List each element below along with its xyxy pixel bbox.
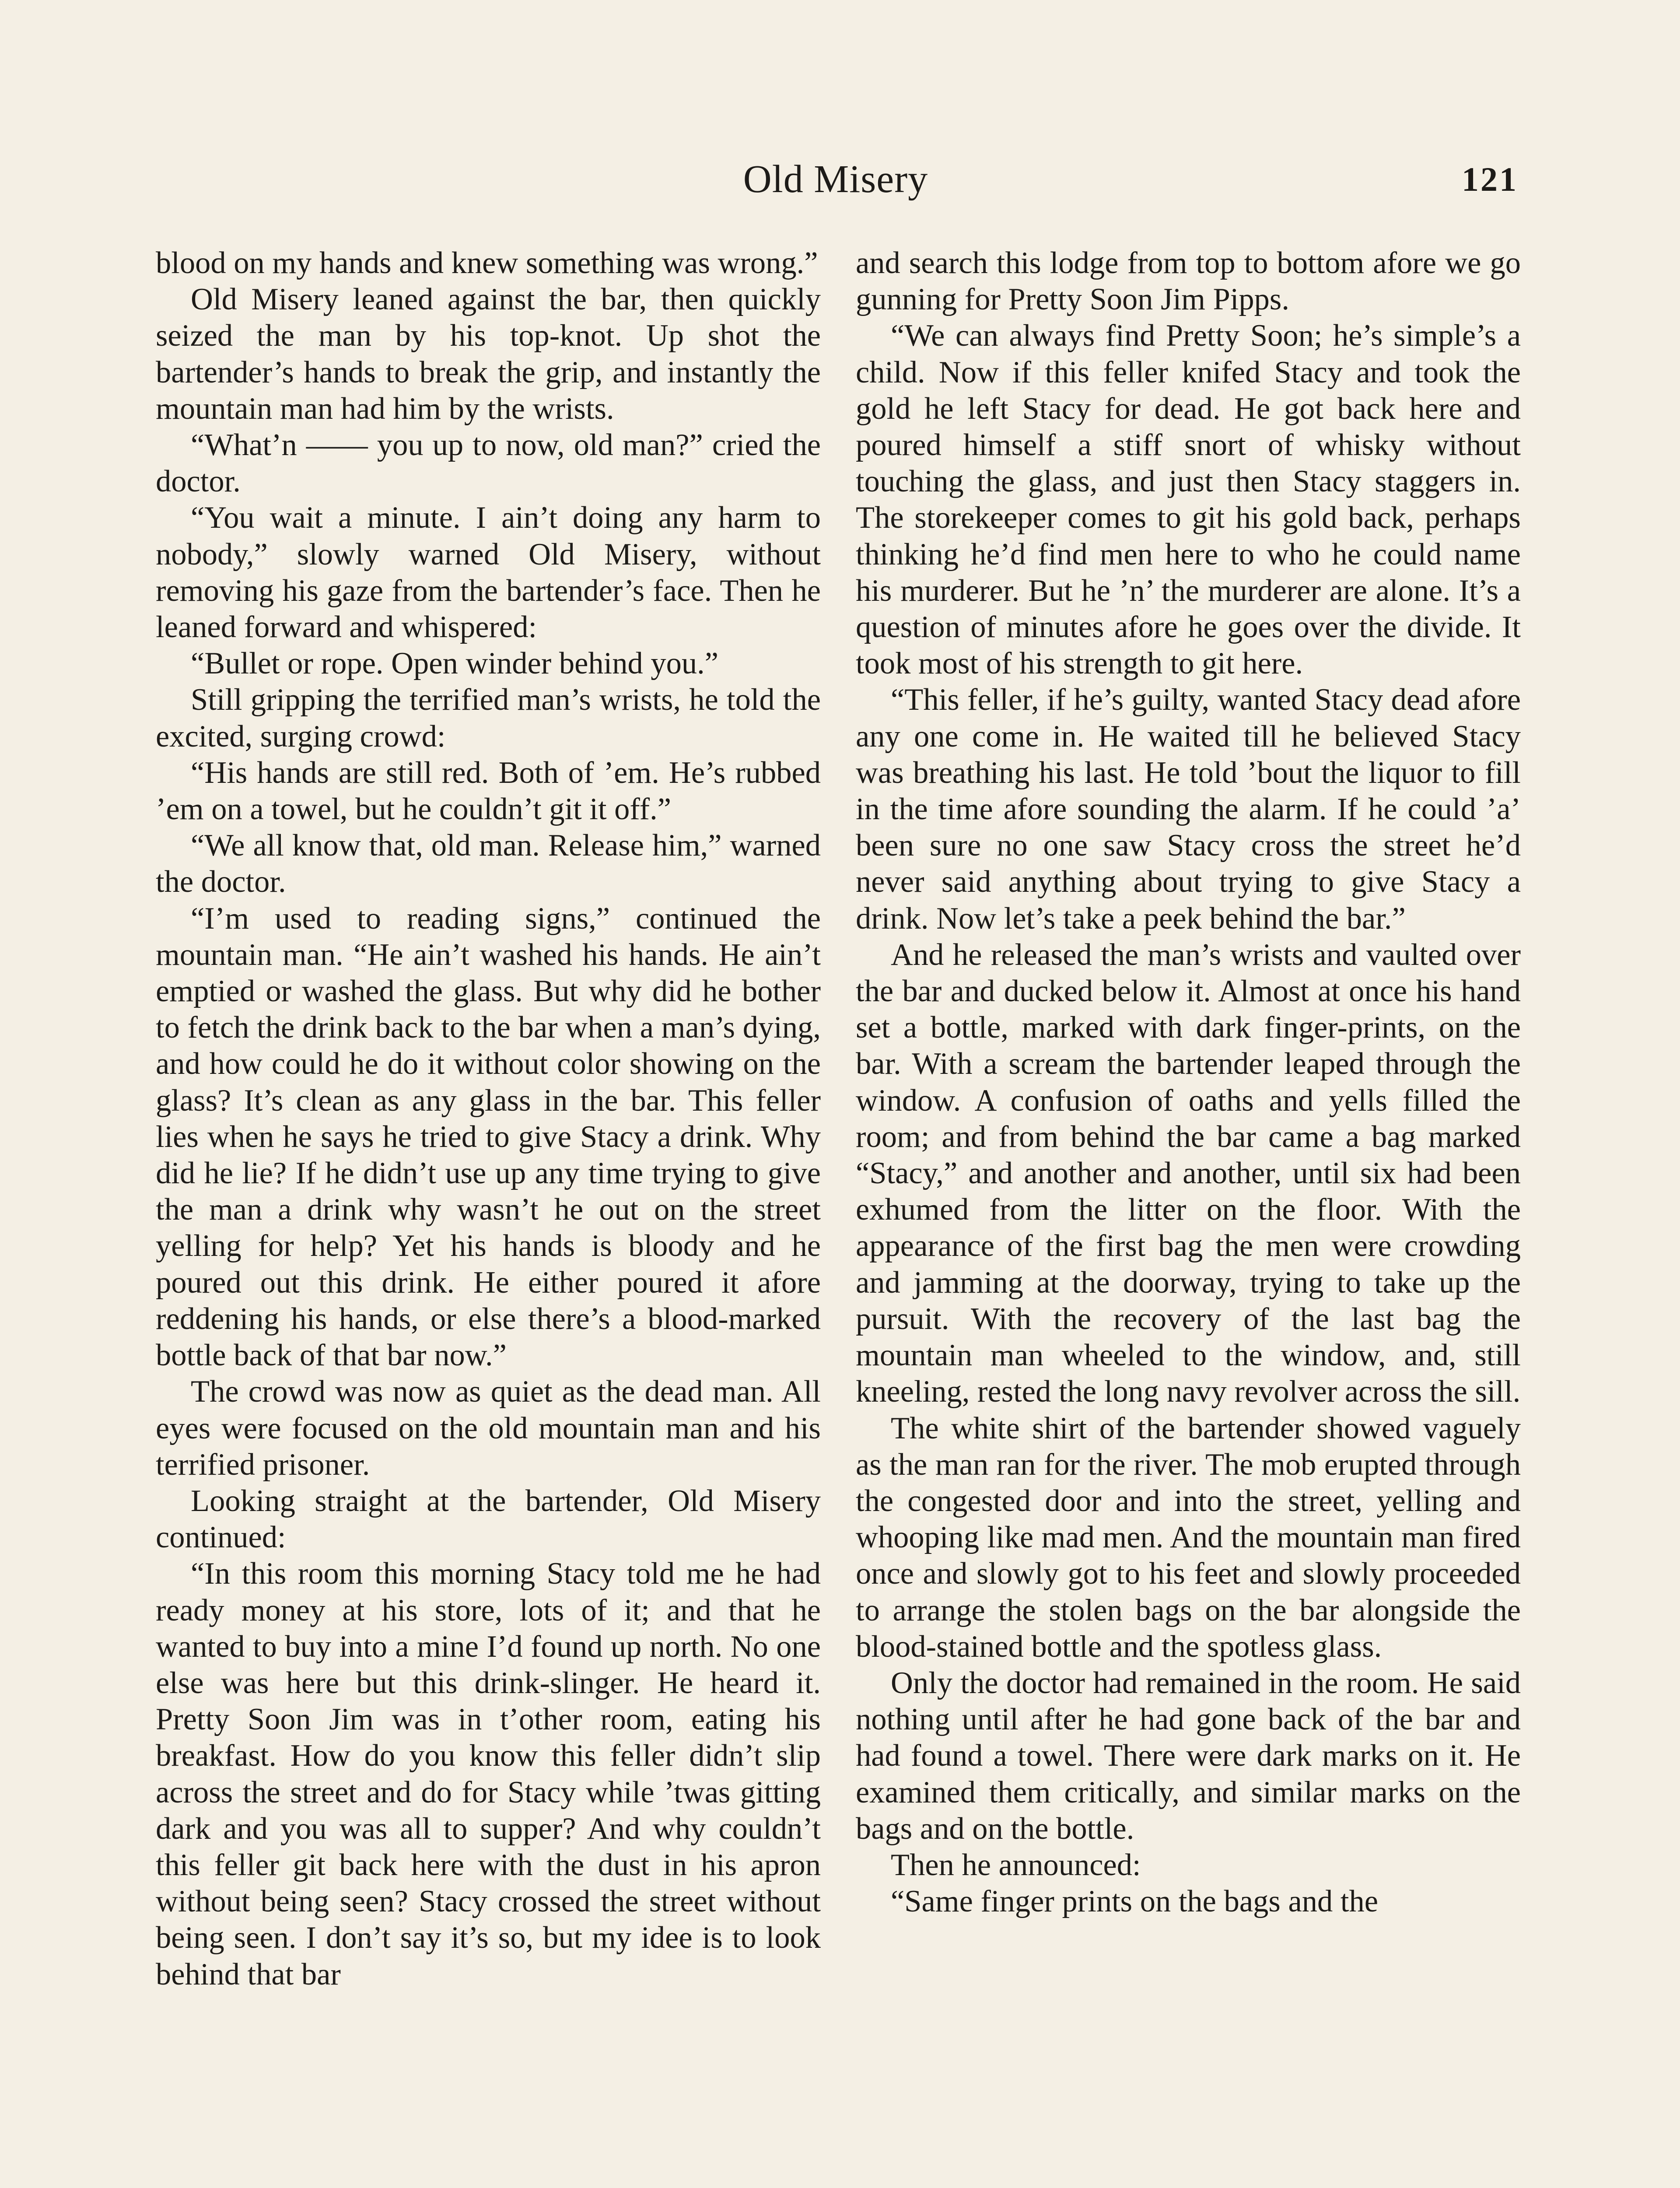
paragraph: “Bullet or rope. Open winder behind you.” bbox=[191, 646, 719, 681]
paragraph: “What’n —— you up to now, old man?” cried the doctor. bbox=[156, 428, 821, 499]
paragraph: “Same finger prints on the bags and the bbox=[891, 1884, 1378, 1919]
paragraph: “I’m used to reading signs,” continued the mountain man. “He ain’t washed his hands. He ain’t emptied or washed the glass. But why did he bother to fetch the drink back to the bar when a man’s dying, and how could he do it without color showing on the glass? It’s clean as any glass in the bar. This feller lies when he says he tried to give Stacy a drink. Why did he lie? If he didn’t use up any time trying to give the man a drink why wasn’t he out on the street yelling for help? Yet his hands is bloody and he poured out this drink. He either poured it afore reddening his hands, or else there’s a blood-marked bottle back of that bar now.” bbox=[156, 901, 821, 1373]
paragraph: Old Misery leaned against the bar, then quickly seized the man by his top-knot. Up shot the bartender’s hands to break the grip, and instantly the mountain man had him by the wrists. bbox=[156, 282, 821, 426]
paragraph: Only the doctor had remained in the room. He said nothing until after he had gone back of the bar and had found a towel. There were dark marks on it. He examined them critically, and similar marks on the bags and on the bottle. bbox=[856, 1666, 1521, 1846]
paragraph: “We can always find Pretty Soon; he’s simple’s a child. Now if this feller knifed Stacy and took the gold he left Stacy for dead. He got back here and poured himself a stiff snort of whisky without touching the glass, and just then Stacy staggers in. The storekeeper comes to git his gold back, perhaps thinking he’d find men here to who he could name his murderer. But he ’n’ the murderer are alone. It’s a question of minutes afore he goes over the divide. It took most of his strength to git here. bbox=[856, 319, 1521, 681]
running-title: Old Misery bbox=[743, 158, 928, 201]
page-number: 121 bbox=[1462, 160, 1518, 198]
paragraph: “In this room this morning Stacy told me he had ready money at his store, lots of it; and that he wanted to buy into a mine I’d found up north. No one else was here but this drink-slinger. He heard it. Pretty Soon Jim was in t’other room, eating his breakfast. How do you know this feller didn’t slip across the street and do for Stacy while ’twas gitting dark and you was all to supper? And why couldn’t this feller git back here with the dust in his apron without being seen? Stacy crossed the street without being seen. I don’t say it’s so, but my idee is to look behind that bar bbox=[156, 1557, 821, 1992]
paragraph: “His hands are still red. Both of ’em. He’s rubbed ’em on a towel, but he couldn’t git it off.” bbox=[156, 755, 821, 827]
paragraph: The crowd was now as quiet as the dead man. All eyes were focused on the old mountain man and his terrified prisoner. bbox=[156, 1375, 821, 1482]
paragraph: And he released the man’s wrists and vaulted over the bar and ducked below it. Almost at once his hand set a bottle, marked with dark finger-prints, on the bar. With a scream the bartender leaped through the window. A confusion of oaths and yells filled the room; and from behind the bar came a bag marked “Stacy,” and another and another, until six had been exhumed from the litter on the floor. With the appearance of the first bag the men were crowding and jamming at the doorway, trying to take up the pursuit. With the recovery of the last bag the mountain man wheeled to the window, and, still kneeling, rested the long navy revolver across the sill. bbox=[856, 937, 1521, 1409]
paragraph: and search this lodge from top to bottom afore we go gunning for Pretty Soon Jim Pipps. bbox=[856, 246, 1521, 317]
page-header bbox=[153, 153, 1518, 210]
right-column bbox=[856, 245, 1521, 2188]
paragraph: blood on my hands and knew something was wrong.” bbox=[156, 246, 818, 280]
paragraph: “You wait a minute. I ain’t doing any harm to nobody,” slowly warned Old Misery, without removing his gaze from the bartender’s face. Then he leaned forward and whispered: bbox=[156, 501, 821, 645]
paragraph: Still gripping the terrified man’s wrists, he told the excited, surging crowd: bbox=[156, 683, 821, 754]
left-column bbox=[156, 245, 821, 2188]
paragraph: “We all know that, old man. Release him,” warned the doctor. bbox=[156, 828, 821, 899]
paragraph: Looking straight at the bartender, Old Misery continued: bbox=[156, 1483, 821, 1555]
paragraph: “This feller, if he’s guilty, wanted Stacy dead afore any one come in. He waited till he believed Stacy was breathing his last. He told ’bout the liquor to fill in the time afore sounding the alarm. If he could ’a’ been sure no one saw Stacy cross the street he’d never said anything about trying to give Stacy a drink. Now let’s take a peek behind the bar.” bbox=[856, 683, 1521, 936]
paragraph: The white shirt of the bartender showed vaguely as the man ran for the river. The mob erupted through the congested door and into the street, yelling and whooping like mad men. And the mountain man fired once and slowly got to his feet and slowly proceeded to arrange the stolen bags on the bar alongside the blood-stained bottle and the spotless glass. bbox=[856, 1411, 1521, 1664]
paragraph: Then he announced: bbox=[891, 1848, 1141, 1882]
